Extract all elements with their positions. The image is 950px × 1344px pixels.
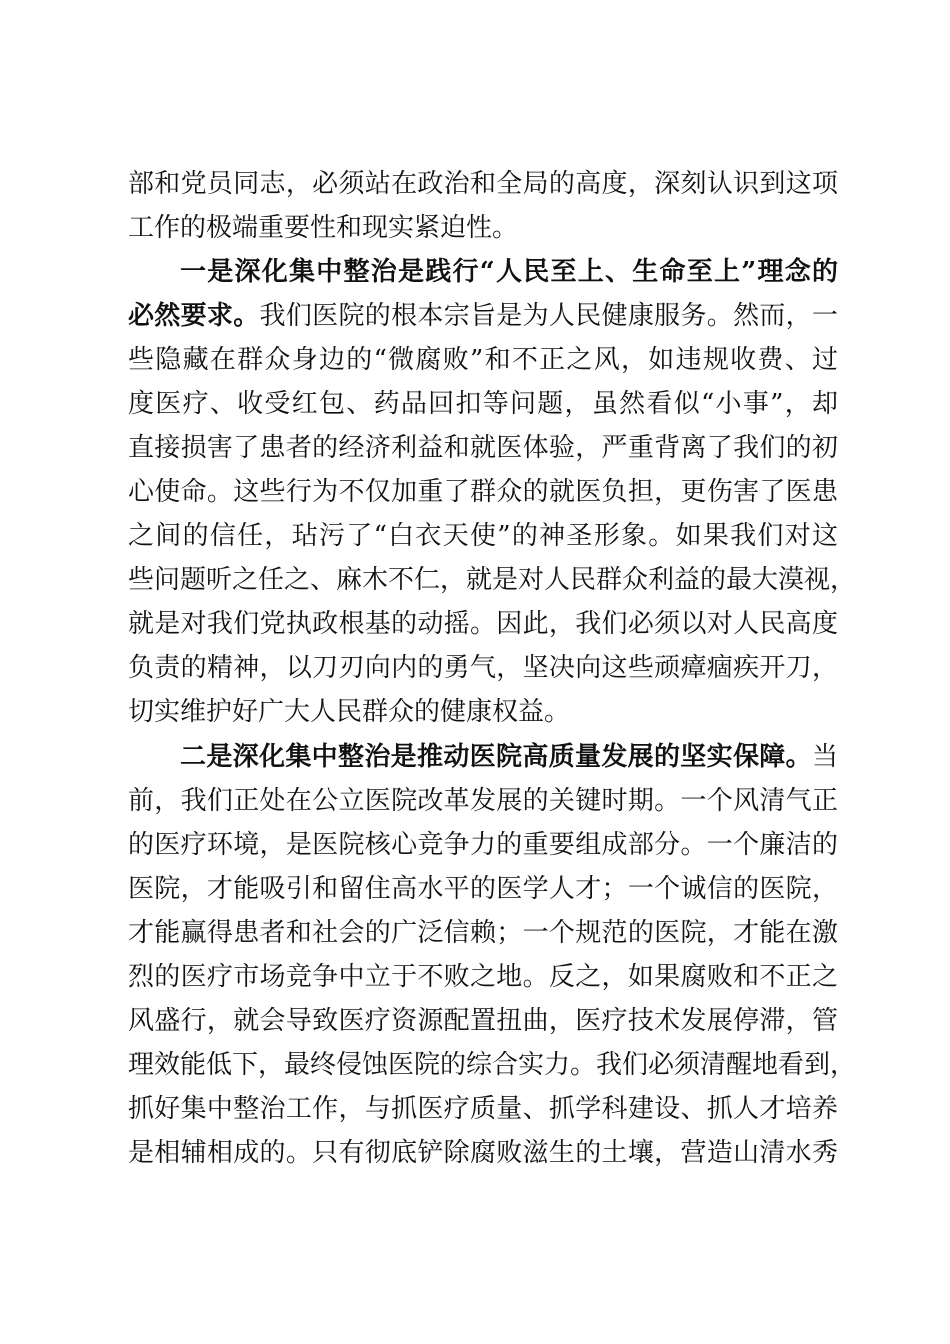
section-one-line: 心使命。这些行为不仅加重了群众的就医负担，更伤害了医患	[128, 477, 838, 507]
section-one-line-2	[128, 296, 838, 336]
section-one-heading-end: 必然要求。	[128, 301, 260, 331]
section-one-line: 直接损害了患者的经济利益和就医体验，严重背离了我们的初	[128, 433, 838, 463]
intro-line-1: 部和党员同志，必须站在政治和全局的高度，深刻认识到这项	[128, 169, 838, 199]
section-two-line: 理效能低下，最终侵蚀医院的综合实力。我们必须清醒地看到，	[128, 1050, 857, 1080]
section-two-heading-line	[180, 737, 838, 777]
section-one-line: 负责的精神，以刀刃向内的勇气，坚决向这些顽瘴痼疾开刀，	[128, 653, 838, 683]
section-two-line: 的医疗环境，是医院核心竞争力的重要组成部分。一个廉洁的	[128, 830, 838, 860]
section-two-line: 前，我们正处在公立医院改革发展的关键时期。一个风清气正	[128, 786, 838, 816]
section-two-line: 才能赢得患者和社会的广泛信赖；一个规范的医院，才能在激	[128, 918, 838, 948]
section-one-line: 些问题听之任之、麻木不仁，就是对人民群众利益的最大漠视，	[128, 565, 857, 595]
section-two-heading: 二是深化集中整治是推动医院高质量发展的坚实保障。	[180, 742, 812, 772]
section-two-line: 风盛行，就会导致医疗资源配置扭曲，医疗技术发展停滞，管	[128, 1006, 838, 1036]
section-one-heading: 一是深化集中整治是践行“人民至上、生命至上”理念的	[180, 257, 838, 287]
section-two-line: 烈的医疗市场竞争中立于不败之地。反之，如果腐败和不正之	[128, 962, 838, 992]
section-one-line: 就是对我们党执政根基的动摇。因此，我们必须以对人民高度	[128, 609, 838, 639]
section-one-line-2-rest: 我们医院的根本宗旨是为人民健康服务。然而，一	[259, 301, 838, 331]
section-two-line: 抓好集中整治工作，与抓医疗质量、抓学科建设、抓人才培养	[128, 1094, 838, 1124]
section-one-line: 些隐藏在群众身边的“微腐败”和不正之风，如违规收费、过	[128, 345, 838, 375]
section-one-line: 之间的信任，玷污了“白衣天使”的神圣形象。如果我们对这	[128, 521, 838, 551]
intro-line-2: 工作的极端重要性和现实紧迫性。	[128, 213, 519, 243]
section-two-heading-rest: 当	[811, 742, 838, 772]
section-two-line: 医院，才能吸引和留住高水平的医学人才；一个诚信的医院，	[128, 874, 838, 904]
section-one-line: 度医疗、收受红包、药品回扣等问题，虽然看似“小事”，却	[128, 389, 838, 419]
section-one-line-last: 切实维护好广大人民群众的健康权益。	[128, 697, 571, 727]
section-two-line: 是相辅相成的。只有彻底铲除腐败滋生的土壤，营造山清水秀	[128, 1138, 838, 1168]
